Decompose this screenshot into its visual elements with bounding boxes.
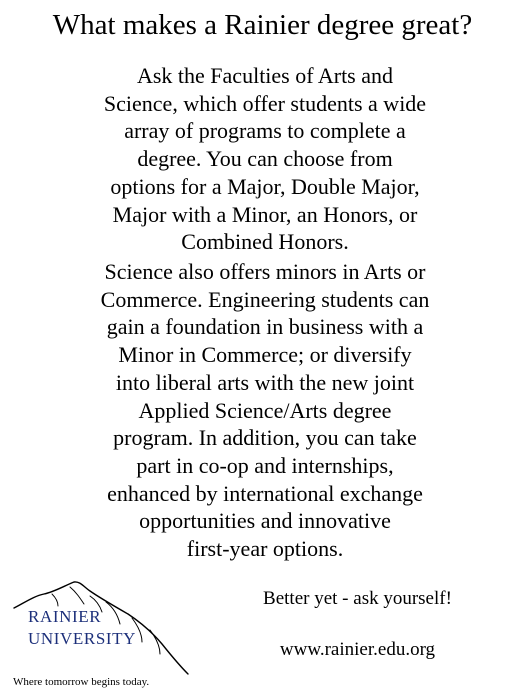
paragraph-line: Ask the Faculties of Arts and (136, 63, 394, 88)
paragraph-line: gain a foundation in business with a (106, 314, 424, 340)
paragraph-line: program. In addition, you can take (113, 425, 417, 451)
paragraph-line: enhanced by international exchange (107, 480, 423, 506)
paragraph-faculties (40, 62, 490, 256)
logo-name-line2: UNIVERSITY (28, 629, 136, 648)
paragraph-line: array of programs to complete a (124, 118, 406, 144)
website-url: www.rainier.edu.org (279, 639, 436, 660)
page-title: What makes a Rainier degree great? (52, 9, 473, 41)
logo-tagline: Where tomorrow begins today. (13, 676, 150, 688)
logo-wordmark (28, 606, 136, 650)
paragraph-line: Science also offers minors in Arts or (104, 259, 426, 284)
paragraph-minors (30, 258, 500, 563)
logo-name-line1: RAINIER (28, 607, 102, 626)
paragraph-line: into liberal arts with the new joint (115, 369, 415, 395)
paragraph-line: part in co-op and internships, (136, 452, 394, 478)
paragraph-line: Commerce. Engineering students can (100, 286, 430, 312)
paragraph-line: Major with a Minor, an Honors, or (112, 201, 418, 227)
paragraph-line: Minor in Commerce; or diversify (118, 342, 412, 368)
paragraph-line: degree. You can choose from (137, 146, 393, 172)
university-logo (10, 578, 200, 696)
paragraph-line: Applied Science/Arts degree (138, 397, 392, 423)
paragraph-line: options for a Major, Double Major, (110, 173, 420, 199)
paragraph-line: Combined Honors. (181, 229, 349, 255)
paragraph-line: first-year options. (186, 536, 344, 562)
paragraph-line: opportunities and innovative (139, 508, 391, 534)
call-to-action: Better yet - ask yourself! (263, 588, 452, 609)
paragraph-line: Science, which offer students a wide (103, 90, 427, 116)
